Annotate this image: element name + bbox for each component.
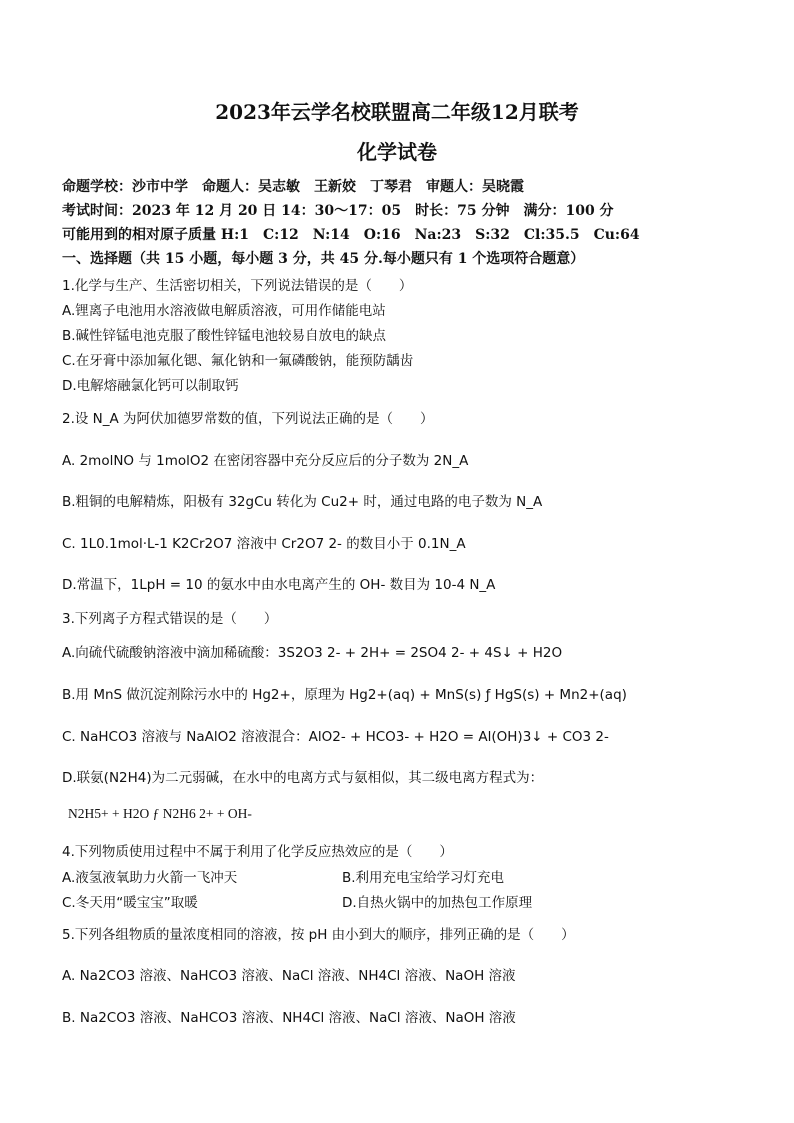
author-info: 命题学校：沙市中学 命题人：吴志敏 王新姣 丁琴君 审题人：吴晓霞 [62,179,524,195]
q5-stem: 5.下列各组物质的量浓度相同的溶液，按 pH 由小到大的顺序，排列正确的是（ ） [62,927,575,943]
q2-option-b: B.粗铜的电解精炼，阳极有 32gCu 转化为 Cu2+ 时，通过电路的电子数为 N_A [62,494,543,510]
q1-option-b: B.碱性锌锰电池克服了酸性锌锰电池较易自放电的缺点 [62,328,387,344]
exam-title: 2023年云学名校联盟高二年级12月联考 [215,100,579,124]
q3-option-c: C. NaHCO3 溶液与 NaAlO2 溶液混合：AlO2- + HCO3- + H2O = Al(OH)3↓ + CO3 2- [62,729,609,745]
q2-option-c: C. 1L0.1mol·L-1 K2Cr2O7 溶液中 Cr2O7 2- 的数目小于 0.1N_A [62,536,466,552]
q3-option-b: B.用 MnS 做沉淀剂除污水中的 Hg2+，原理为 Hg2+(aq) + MnS(s) ƒ HgS(s) + Mn2+(aq) [62,687,627,703]
q3-stem: 3.下列离子方程式错误的是（ ） [62,611,278,627]
q3-option-d: D.联氨(N2H4)为二元弱碱，在水中的电离方式与氨相似，其二级电离方程式为： [62,770,544,786]
q4-option-a: A.液氢液氧助力火箭一飞冲天 [62,870,238,886]
q2-stem: 2.设 N_A 为阿伏加德罗常数的值，下列说法正确的是（ ） [62,411,434,427]
q1-option-a: A.锂离子电池用水溶液做电解质溶液，可用作储能电站 [62,303,386,319]
q2-option-d: D.常温下，1LpH = 10 的氨水中由水电离产生的 OH- 数目为 10-4 N_A [62,577,496,593]
q4-stem: 4.下列物质使用过程中不属于利用了化学反应热效应的是（ ） [62,844,453,860]
exam-subject: 化学试卷 [357,140,437,164]
q3-option-d-equation: N2H5+ + H2O ƒ N2H6 2+ + OH- [68,806,252,821]
q4-option-c: C.冬天用“暖宝宝”取暖 [62,895,198,911]
q5-option-a: A. Na2CO3 溶液、NaHCO3 溶液、NaCl 溶液、NH4Cl 溶液、NaOH 溶液 [62,968,516,984]
q5-option-b: B. Na2CO3 溶液、NaHCO3 溶液、NH4Cl 溶液、NaCl 溶液、NaOH 溶液 [62,1010,516,1026]
q4-option-b: B.利用充电宝给学习灯充电 [342,870,505,886]
q1-option-d: D.电解熔融氯化钙可以制取钙 [62,378,239,394]
q4-option-d: D.自热火锅中的加热包工作原理 [342,895,533,911]
section-heading: 一、选择题（共 15 小题，每小题 3 分，共 45 分.每小题只有 1 个选项符合题意） [62,251,585,267]
q2-option-a: A. 2molNO 与 1molO2 在密闭容器中充分反应后的分子数为 2N_A [62,453,469,469]
q1-stem: 1.化学与生产、生活密切相关，下列说法错误的是（ ） [62,278,413,294]
q1-option-c: C.在牙膏中添加氟化锶、氟化钠和一氟磷酸钠，能预防龋齿 [62,353,414,369]
atomic-mass-info: 可能用到的相对原子质量 H:1 C:12 N:14 O:16 Na:23 S:32 Cl:35.5 Cu:64 [62,227,640,243]
exam-time-info: 考试时间：2023 年 12 月 20 日 14：30～17：05 时长：75 分钟 满分：100 分 [62,203,614,219]
q3-option-a: A.向硫代硫酸钠溶液中滴加稀硫酸：3S2O3 2- + 2H+ = 2SO4 2- + 4S↓ + H2O [62,645,563,661]
